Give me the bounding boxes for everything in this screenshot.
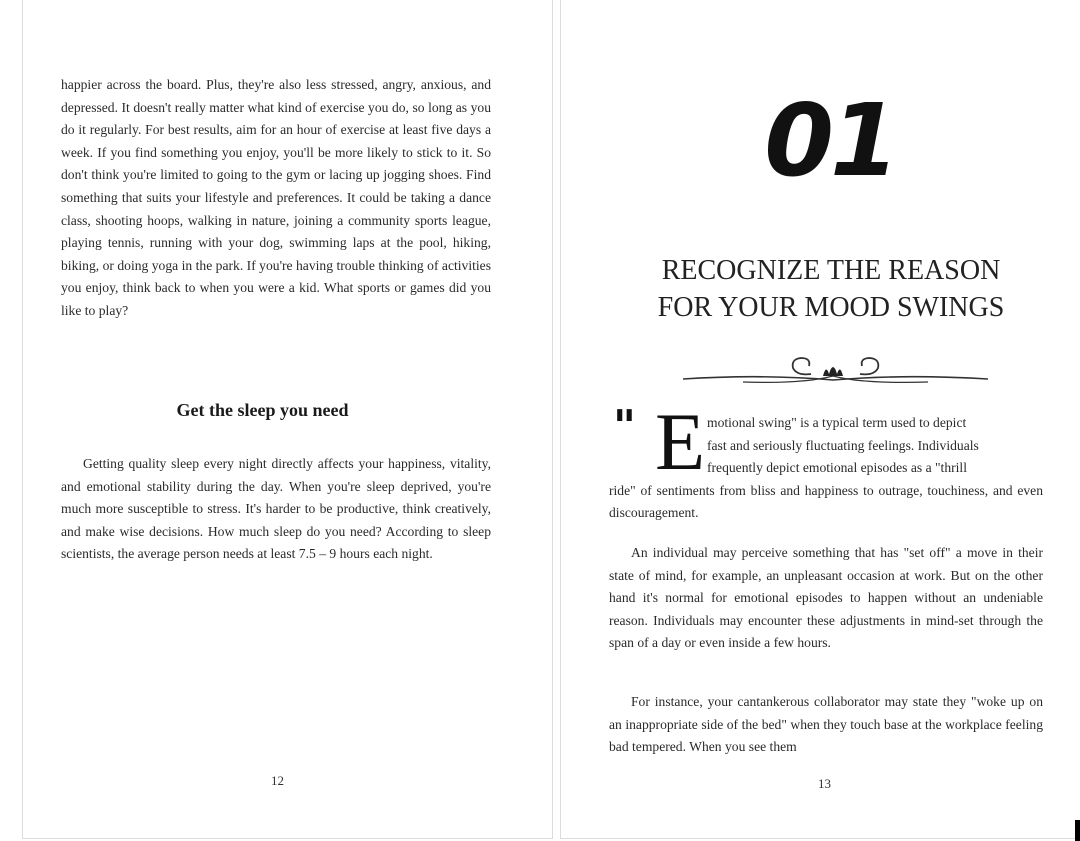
body-paragraph: For instance, your cantankerous collaborator may state they "woke up on an inappropriate side of the bed" when they touch base at the workplace feeling bad tempered. When you see them: [609, 694, 1043, 755]
text-line: fast and seriously fluctuating feelings. Individuals: [707, 437, 979, 453]
right-page: [560, 0, 1080, 839]
body-paragraph: Getting quality sleep every night directly affects your happiness, vitality, and emotional stability during the day. When you're sleep deprived, you're much more susceptible to stress. It's harder to be productive, think creatively, and make wise decisions. How much sleep do you need? According to sleep scientists, the average person needs at least 7.5 – 9 hours each night.: [61, 456, 491, 562]
edge-bar: [1075, 820, 1080, 841]
page-number: 12: [271, 773, 284, 788]
drop-quote: ": [613, 401, 636, 452]
section-heading: Get the sleep you need: [176, 400, 349, 420]
chapter-title-line: FOR YOUR MOOD SWINGS: [657, 292, 1005, 323]
text-line: ride" of sentiments from bliss and happiness to outrage, touchiness, and even discouragement.: [609, 482, 1043, 521]
body-paragraph: [609, 412, 1043, 525]
flourish-ornament-icon: [683, 352, 988, 388]
chapter-title: [601, 252, 1061, 326]
chapter-title-line: RECOGNIZE THE REASON: [661, 255, 1001, 286]
body-paragraph: An individual may perceive something that has "set off" a move in their state of mind, for example, an unpleasant occasion at work. But on the other hand it's normal for emotional episodes to happen without an undeniable reason. Individuals may encounter these adjustments in mind-set through the span of a day or even inside a few hours.: [609, 545, 1043, 651]
text-line: frequently depict emotional episodes as a "thrill: [707, 460, 967, 476]
text-line: motional swing" is a typical term used to depict: [707, 415, 967, 430]
drop-cap: E: [655, 396, 706, 487]
left-page: [22, 0, 553, 839]
chapter-number: 01: [764, 82, 896, 199]
body-paragraph: happier across the board. Plus, they're also less stressed, angry, anxious, and depressed. It doesn't really matter what kind of exercise you do, so long as you do it regularly. For best results, aim for an hour of exercise at least five days a week. If you find something you enjoy, you'll be more likely to stick to it. So don't think you're limited to going to the gym or lacing up jogging shoes. Find something that suits your lifestyle and preferences. It could be taking a dance class, shooting hoops, walking in nature, joining a community sports league, playing tennis, running with your dog, swimming laps at the pool, hiking, biking, or doing yoga in the park. If you're having trouble thinking of activities you enjoy, think back to when you were a kid. What sports or games did you like to play?: [61, 77, 491, 318]
page-number: 13: [818, 776, 831, 791]
